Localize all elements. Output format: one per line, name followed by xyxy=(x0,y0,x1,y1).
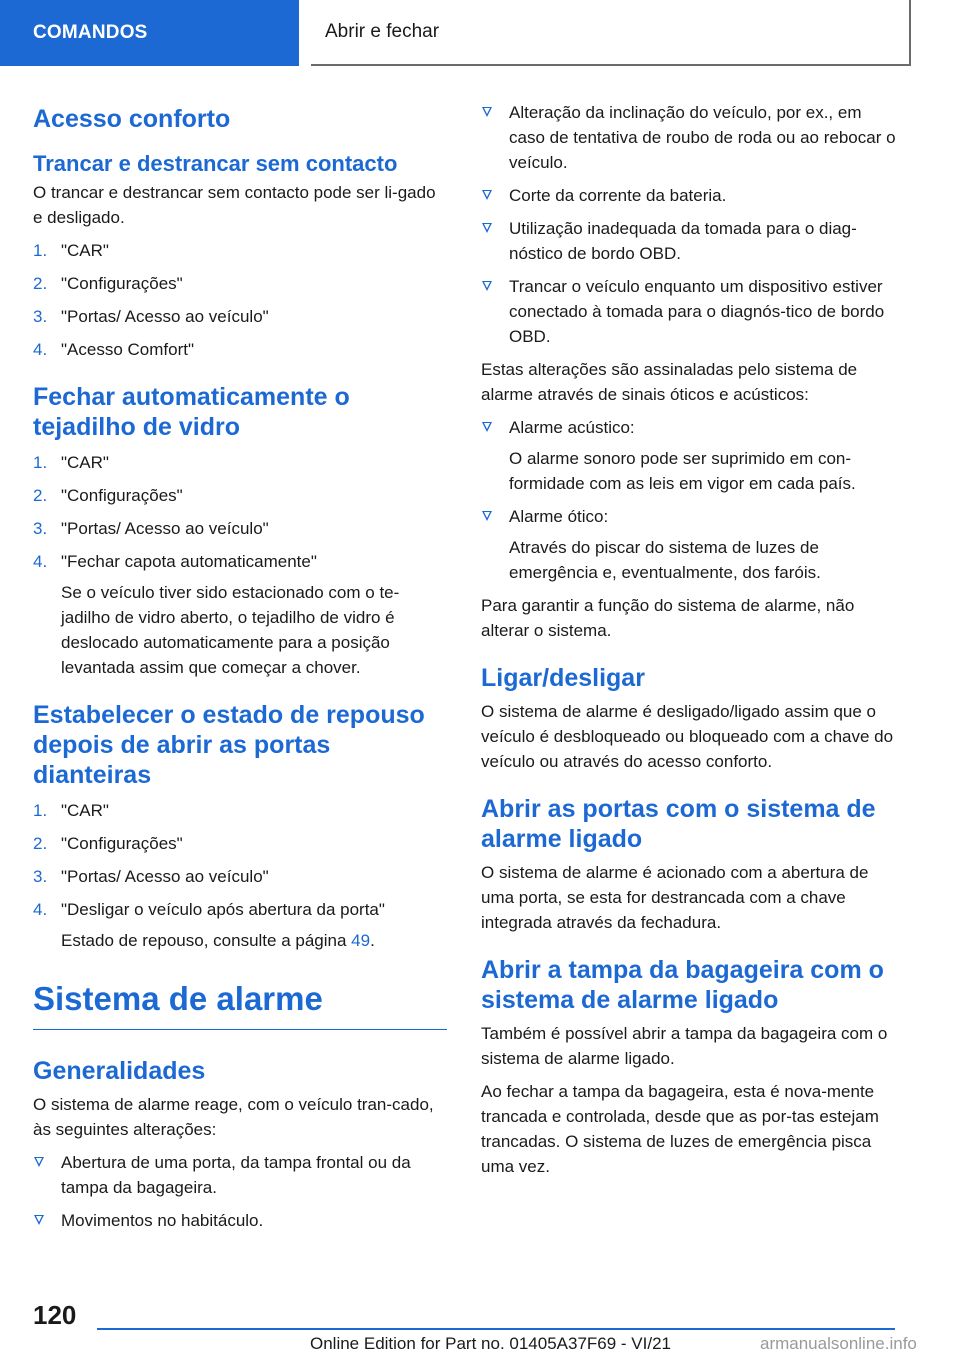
page-link[interactable]: 49 xyxy=(351,931,371,950)
garantir-text: Para garantir a função do sistema de alarme, não alterar o sistema. xyxy=(481,596,855,640)
right-column xyxy=(481,100,897,1187)
triangle-bullet-icon xyxy=(482,107,492,117)
list-item: 4. "Desligar o veículo após abertura da porta" Estado de repouso, consulte a página 49. xyxy=(33,897,447,953)
repouso-steps xyxy=(33,798,447,953)
list-item: Utilização inadequada da tomada para o diag-nóstico de bordo OBD. xyxy=(481,216,897,266)
triangle-bullet-icon xyxy=(34,1215,44,1225)
list-item: 2. "Configurações" xyxy=(33,831,447,856)
section-title: Abrir e fechar xyxy=(311,0,911,66)
heading-acesso-conforto: Acesso conforto xyxy=(33,105,231,133)
list-item: 2. "Configurações" xyxy=(33,483,447,508)
ligar-text: O sistema de alarme é desligado/ligado assim que o veículo é desbloqueado ou bloqueado com a chave do veículo ou através do acesso conforto. xyxy=(481,702,894,771)
heading-abrir-tampa: Abrir a tampa da bagageira com o sistema de alarme ligado xyxy=(481,956,884,1014)
assinaladas-text: Estas alterações são assinaladas pelo sistema de alarme através de sinais óticos e acústicos: xyxy=(481,360,858,404)
heading-fechar-tejadilho: Fechar automaticamente o tejadilho de vidro xyxy=(33,383,350,441)
heading-ligar-desligar: Ligar/desligar xyxy=(481,664,645,692)
list-item: 1. "CAR" xyxy=(33,238,447,263)
list-item: Alarme acústico: O alarme sonoro pode ser suprimido em con-formidade com as leis em vigor em cada país. xyxy=(481,415,897,496)
triangle-bullet-icon xyxy=(34,1157,44,1167)
heading-abrir-portas: Abrir as portas com o sistema de alarme ligado xyxy=(481,795,876,853)
list-item: Trancar o veículo enquanto um dispositivo estiver conectado à tomada para o diagnós-tico de bordo OBD. xyxy=(481,274,897,349)
list-item: 2. "Configurações" xyxy=(33,271,447,296)
step-number: 4. xyxy=(33,340,48,359)
alteracoes-bullets xyxy=(481,100,897,349)
triangle-bullet-icon xyxy=(482,511,492,521)
list-item: Corte da corrente da bateria. xyxy=(481,183,897,208)
watermark-text: armanualsonline.info xyxy=(760,1334,917,1353)
list-item: 1. "CAR" xyxy=(33,798,447,823)
list-item: 3. "Portas/ Acesso ao veículo" xyxy=(33,304,447,329)
triangle-bullet-icon xyxy=(482,281,492,291)
tampa-text-1: Também é possível abrir a tampa da bagageira com o sistema de alarme ligado. xyxy=(481,1024,888,1068)
list-item: 3. "Portas/ Acesso ao veículo" xyxy=(33,864,447,889)
generalidades-bullets xyxy=(33,1150,447,1233)
step-number: 2. xyxy=(33,834,48,853)
tampa-text-2: Ao fechar a tampa da bagageira, esta é nova-mente trancada e controlada, desde que as por-tas estejam trancadas. O sistema de luzes de emergência pisca uma vez. xyxy=(481,1082,879,1176)
repouso-note: Estado de repouso, consulte a página 49. xyxy=(61,931,375,950)
page-header xyxy=(0,0,960,66)
list-item: 4. "Fechar capota automaticamente" Se o veículo tiver sido estacionado com o te-jadilho de vidro aberto, o tejadilho de vidro é deslocado automaticamente para a posição levantada assim que começar a chover. xyxy=(33,549,447,680)
list-item: 3. "Portas/ Acesso ao veículo" xyxy=(33,516,447,541)
list-item: Alarme ótico: Através do piscar do sistema de luzes de emergência e, eventualmente, dos faróis. xyxy=(481,504,897,585)
step-number: 1. xyxy=(33,453,48,472)
footer-divider xyxy=(97,1328,895,1330)
step-number: 1. xyxy=(33,241,48,260)
portas-text: O sistema de alarme é acionado com a abertura de uma porta, se esta for destrancada com a chave integrada através da fechadura. xyxy=(481,863,869,932)
page-number: 120 xyxy=(33,1300,77,1330)
step-number: 2. xyxy=(33,274,48,293)
list-item: Movimentos no habitáculo. xyxy=(33,1208,447,1233)
list-item: 1. "CAR" xyxy=(33,450,447,475)
step-number: 3. xyxy=(33,867,48,886)
step-number: 2. xyxy=(33,486,48,505)
heading-sistema-alarme: Sistema de alarme xyxy=(33,979,447,1030)
heading-generalidades: Generalidades xyxy=(33,1057,206,1085)
triangle-bullet-icon xyxy=(482,422,492,432)
step-number: 1. xyxy=(33,801,48,820)
heading-trancar: Trancar e destrancar sem contacto xyxy=(33,151,398,176)
triangle-bullet-icon xyxy=(482,223,492,233)
fechar-note: Se o veículo tiver sido estacionado com o te-jadilho de vidro aberto, o tejadilho de vidro é deslocado automaticamente para a posição levantada assim que começar a chover. xyxy=(61,583,400,677)
list-item: Alteração da inclinação do veículo, por ex., em caso de tentativa de roubo de roda ou ao rebocar o veículo. xyxy=(481,100,897,175)
list-item: 4. "Acesso Comfort" xyxy=(33,337,447,362)
step-number: 4. xyxy=(33,552,48,571)
generalidades-text: O sistema de alarme reage, com o veículo tran-cado, às seguintes alterações: xyxy=(33,1095,434,1139)
step-number: 3. xyxy=(33,307,48,326)
step-number: 3. xyxy=(33,519,48,538)
left-column xyxy=(33,100,447,1241)
list-item: Abertura de uma porta, da tampa frontal ou da tampa da bagageira. xyxy=(33,1150,447,1200)
trancar-steps xyxy=(33,238,447,362)
heading-estado-repouso: Estabelecer o estado de repouso depois de abrir as portas dianteiras xyxy=(33,701,425,789)
fechar-steps xyxy=(33,450,447,680)
chapter-tab: COMANDOS xyxy=(0,0,299,66)
trancar-text: O trancar e destrancar sem contacto pode ser li-gado e desligado. xyxy=(33,183,436,227)
alarm-types xyxy=(481,415,897,585)
edition-text: Online Edition for Part no. 01405A37F69 - VI/21 xyxy=(310,1334,672,1353)
triangle-bullet-icon xyxy=(482,190,492,200)
step-number: 4. xyxy=(33,900,48,919)
